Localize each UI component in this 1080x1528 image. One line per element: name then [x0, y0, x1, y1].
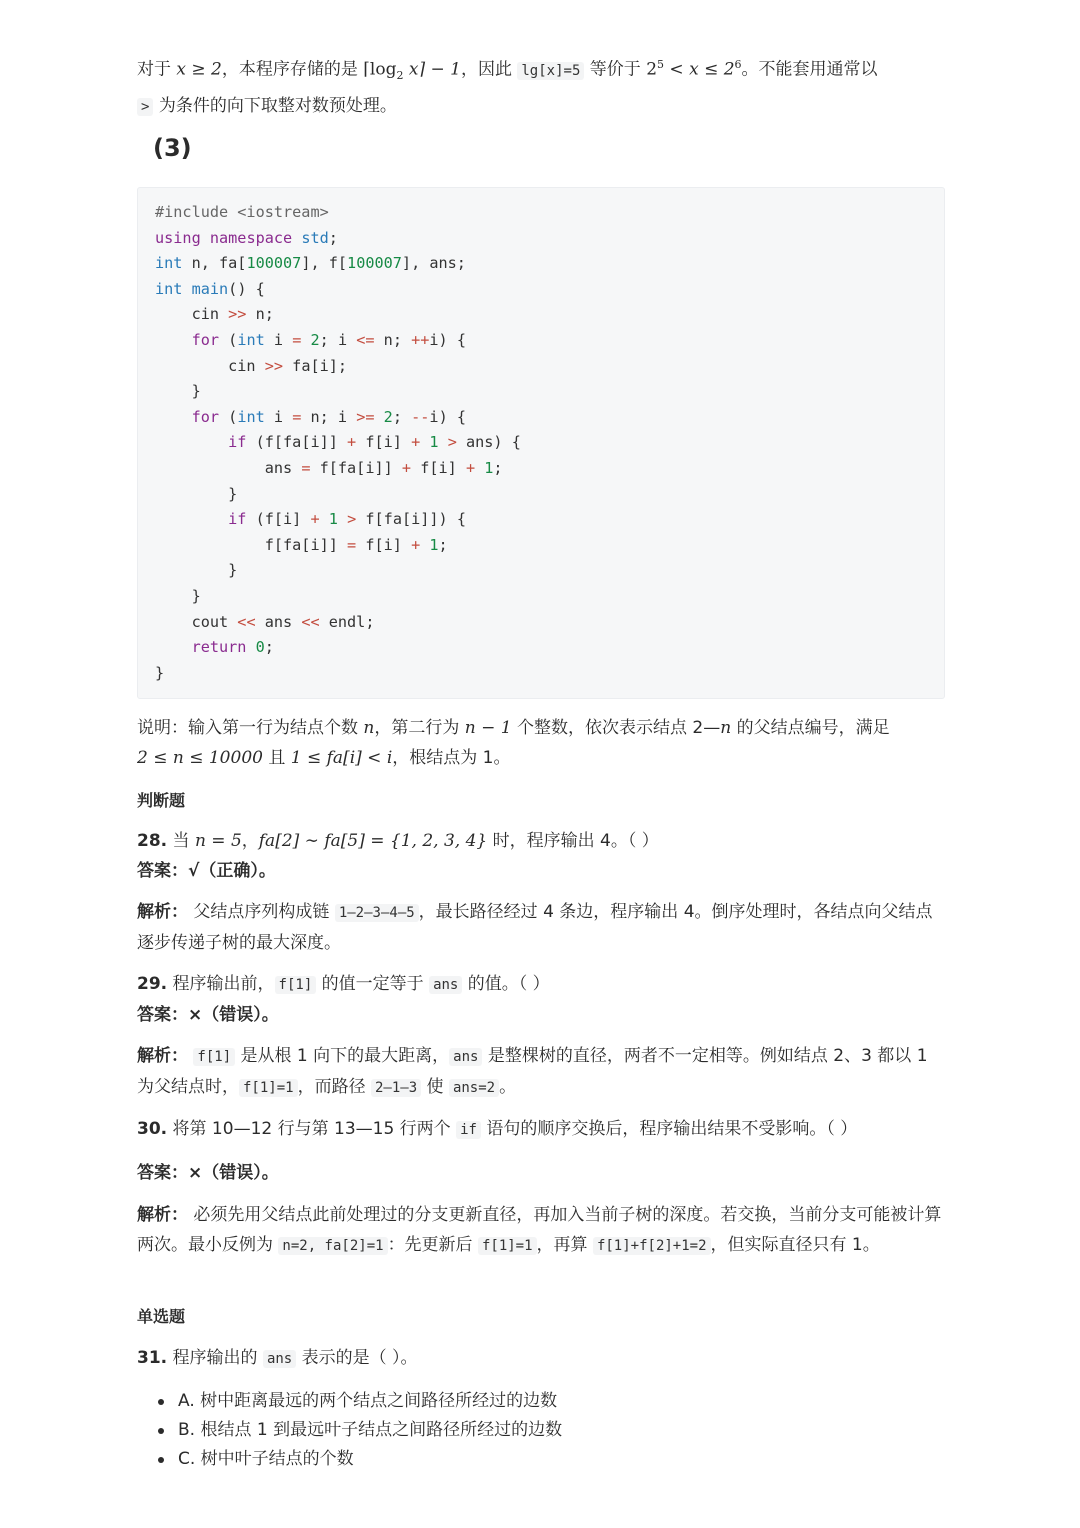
code-line: int n, fa[100007], f[100007], ans;: [155, 254, 466, 273]
analysis-text: ，而路径: [297, 1077, 371, 1097]
input-description: [137, 713, 945, 773]
math-inline: x⌉ − 1: [403, 59, 461, 80]
code-line: cin >> fa[i];: [155, 356, 348, 375]
question-text: 语句的顺序交换后，程序输出结果不受影响。（ ）: [480, 1119, 858, 1139]
math-sup: 6: [734, 58, 742, 71]
question-text: 表示的是（ ）。: [296, 1348, 418, 1368]
desc-text: 个整数，依次表示结点 2—: [511, 718, 721, 738]
math-inline: n − 1: [464, 718, 512, 738]
question-29: [137, 969, 945, 1030]
question-31: [137, 1343, 945, 1374]
analysis-label: 解析：: [137, 1205, 188, 1225]
question-text: 当: [167, 831, 195, 851]
inline-code: f[1]+f[2]+1=2: [593, 1237, 711, 1255]
code-line: #include <iostream>: [155, 203, 329, 221]
code-line: if (f[fa[i]] + f[i] + 1 > ans) {: [228, 433, 521, 452]
option-c[interactable]: C. 树中叶子结点的个数: [137, 1445, 945, 1474]
question-number: 29.: [137, 974, 168, 994]
desc-text: 且: [262, 748, 291, 768]
math-inline: 2 ≤ n ≤ 10000: [137, 748, 263, 768]
inline-code: ans=2: [449, 1079, 499, 1097]
inline-code: ans: [429, 976, 462, 994]
inline-code: if: [456, 1121, 481, 1139]
single-choice-section-title: 单选题: [137, 1307, 186, 1326]
inline-code: f[1]: [193, 1048, 235, 1066]
options-list: [137, 1387, 945, 1474]
desc-text: ，第二行为: [374, 718, 465, 738]
analysis-30: [137, 1200, 945, 1261]
code-content: [138, 188, 944, 698]
question-30: [137, 1114, 945, 1145]
inline-code: ans: [263, 1350, 296, 1368]
answer-label: 答案：: [137, 861, 188, 881]
analysis-label: 解析：: [137, 1046, 188, 1066]
code-line: int main() {: [155, 279, 265, 298]
desc-text: 说明：输入第一行为结点个数: [137, 718, 364, 738]
analysis-text: 必须先用父结点此前处理过的分支更新直径，再加入当前子树的深度。若交换，当前分支可能被计算两次。最小反例为: [137, 1205, 942, 1255]
intro-text: 等价于: [584, 59, 647, 80]
code-line: if (f[i] + 1 > f[fa[i]]) {: [228, 510, 466, 529]
answer-30: [137, 1158, 945, 1188]
answer-label: 答案：: [137, 1005, 188, 1025]
question-number: 28.: [137, 831, 168, 851]
code-line: }: [155, 484, 238, 503]
analysis-text: 父结点序列构成链: [188, 902, 335, 922]
question-text: 时，程序输出 4。（ ）: [487, 831, 659, 851]
code-line: f[fa[i]] = f[i] + 1;: [155, 535, 448, 554]
analysis-label: 解析：: [137, 902, 188, 922]
math-inline: 1 ≤ fa[i] < i: [290, 748, 393, 768]
intro-paragraph: [137, 50, 945, 122]
inline-code: f[1]: [275, 976, 317, 994]
code-line: for (int i = n; i >= 2; --i) {: [191, 407, 466, 426]
analysis-text: ：先更新后: [387, 1235, 478, 1255]
judge-section-title: 判断题: [137, 791, 186, 810]
question-number: 30.: [137, 1119, 168, 1139]
code-line: }: [155, 382, 201, 401]
question-text: 程序输出的: [167, 1348, 263, 1368]
inline-code: f[1]=1: [478, 1237, 537, 1255]
math-inline: < x ≤ 2: [664, 59, 735, 80]
code-line: }: [155, 586, 201, 605]
analysis-text: ，再算: [536, 1235, 593, 1255]
inline-code: 2–1–3: [371, 1079, 421, 1097]
desc-text: 的父结点编号，满足: [731, 718, 890, 738]
question-28: [137, 826, 945, 886]
analysis-text: ，最长路径经过 4 条边，程序输出 4。倒序处理时，各结点向父结点逐步传递子树的最大深度。: [137, 902, 933, 953]
section-heading: (3): [153, 134, 192, 162]
intro-text: ，本程序存储的是: [221, 59, 364, 80]
analysis-text: 使: [421, 1077, 449, 1097]
analysis-text: 。: [499, 1077, 517, 1097]
answer-value: ×（错误）。: [188, 1163, 279, 1183]
analysis-28: [137, 897, 945, 958]
inline-code: lg[x]=5: [517, 62, 584, 80]
code-line: ans = f[fa[i]] + f[i] + 1;: [155, 458, 503, 477]
analysis-text: 是从根 1 向下的最大距离，: [235, 1046, 450, 1066]
code-line: for (int i = 2; i <= n; ++i) {: [191, 330, 466, 349]
question-text: ，: [241, 831, 259, 851]
code-line: return 0;: [191, 638, 274, 657]
question-text: 将第 10—12 行与第 13—15 行两个: [167, 1119, 457, 1139]
inline-code: 1–2–3–4–5: [335, 904, 419, 922]
math-inline: n = 5: [194, 831, 242, 851]
inline-code: f[1]=1: [239, 1079, 298, 1097]
intro-text: 。不能套用通常以: [741, 59, 878, 80]
math-inline: ⌈log: [363, 59, 397, 80]
inline-code: ans: [449, 1048, 482, 1066]
desc-text: ，根结点为 1。: [392, 748, 511, 768]
intro-text: 对于: [137, 59, 177, 80]
question-text: 程序输出前，: [167, 974, 275, 994]
math-inline: n: [363, 718, 375, 738]
question-number: 31.: [137, 1348, 168, 1368]
math-inline: fa[2] ∼ fa[5] = {1, 2, 3, 4}: [258, 831, 488, 851]
intro-text: 为条件的向下取整对数预处理。: [153, 96, 397, 117]
intro-text: ，因此: [460, 59, 518, 80]
question-text: 的值一定等于: [316, 974, 430, 994]
option-a[interactable]: A. 树中距离最远的两个结点之间路径所经过的边数: [137, 1387, 945, 1416]
math-sup: 5: [657, 58, 665, 71]
analysis-29: [137, 1041, 945, 1103]
code-line: cin >> n;: [155, 305, 274, 324]
option-b[interactable]: B. 根结点 1 到最远叶子结点之间路径所经过的边数: [137, 1416, 945, 1445]
answer-value: √（正确）。: [188, 861, 276, 881]
answer-value: ×（错误）。: [188, 1005, 279, 1025]
code-line: }: [155, 561, 238, 580]
math-inline: n: [720, 718, 732, 738]
math-inline: x ≥ 2: [176, 59, 222, 80]
question-text: 的值。（ ）: [462, 974, 550, 994]
inline-code: >: [137, 98, 153, 116]
code-line: cout << ans << endl;: [155, 612, 375, 631]
code-block: [137, 187, 945, 699]
inline-code: n=2, fa[2]=1: [278, 1237, 387, 1255]
code-line: }: [155, 663, 165, 682]
answer-label: 答案：: [137, 1163, 188, 1183]
analysis-text: 是整棵树的直径，两者不一定相等。例如结点 2、3 都以 1 为父结点时，: [137, 1046, 928, 1097]
analysis-text: ，但实际直径只有 1。: [710, 1235, 880, 1255]
math-inline: 2: [646, 59, 658, 80]
code-line: using namespace std;: [155, 228, 338, 247]
math-sub: 2: [396, 69, 404, 83]
